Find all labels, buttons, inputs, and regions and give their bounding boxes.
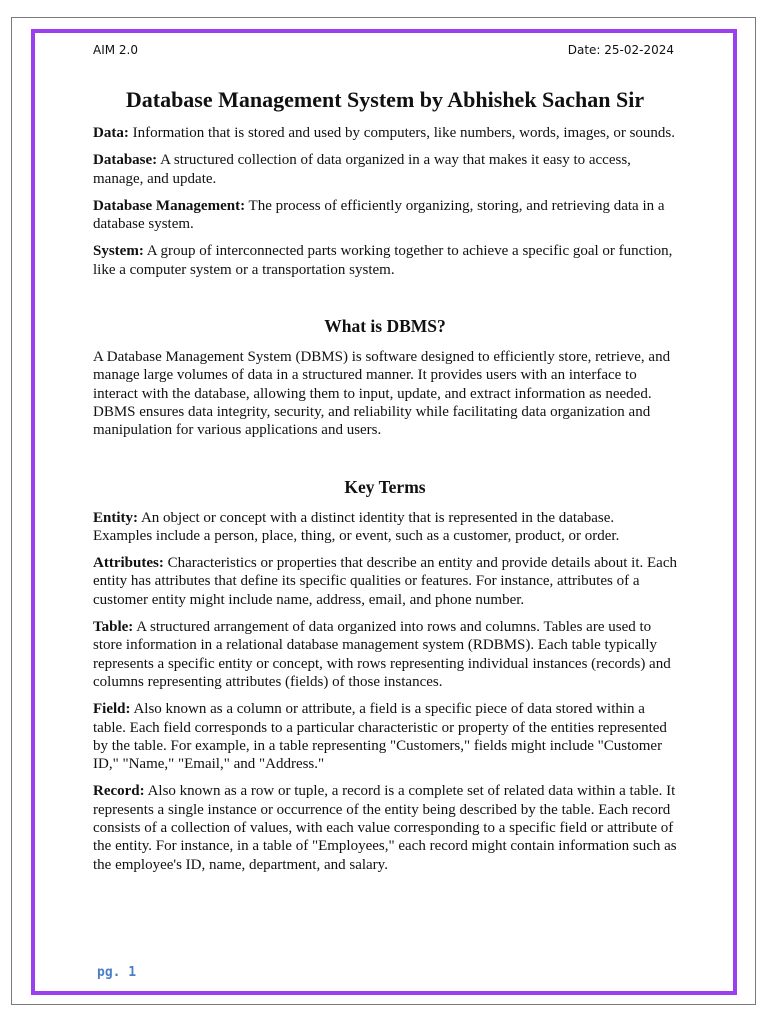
definition-term: Data: [93, 125, 129, 141]
section-heading-what-is-dbms: What is DBMS? [324, 316, 446, 337]
page-number: pg. 1 [97, 965, 137, 980]
key-term-text: Also known as a row or tuple, a record is a complete set of related data within a table. It represents a single instance or occurrence of the entity being described by the table. Each record consists of a collection of values, with each value corresponding to a specific field or attribute of the entity. For instance, in a table of "Employees," each record might contain information such as the employee's ID, name, department, and salary. [93, 783, 677, 873]
definition-text: Information that is stored and used by computers, like numbers, words, images, or sounds. [132, 125, 675, 141]
key-term-text: Characteristics or properties that describe an entity and provide details about it. Each entity has attributes that define its specific qualities or features. For instance, attributes of a customer entity might include name, address, email, and phone number. [93, 555, 677, 608]
document-title: Database Management System by Abhishek Sachan Sir [125, 87, 645, 112]
key-term-table [93, 618, 677, 691]
header-date: Date: 25-02-2024 [567, 43, 674, 57]
section-heading-key-terms: Key Terms [344, 476, 426, 497]
key-term-attributes [93, 554, 677, 609]
key-term-field [93, 700, 677, 773]
key-term-record [93, 782, 677, 873]
document-body [93, 86, 677, 883]
key-term-text: Also known as a column or attribute, a field is a specific piece of data stored within a table. Each field corresponds to a particular characteristic or property of the entities represented by the table. For example, in a table representing "Customers," fields might include "Customer ID," "Name," "Email," and "Address." [93, 701, 667, 773]
definition-text: A structured collection of data organized in a way that makes it easy to access, manage, and update. [93, 152, 631, 187]
key-term-label: Table: [93, 619, 134, 636]
definition-term: Database: [93, 152, 158, 169]
definition-term: Database Management: [93, 197, 246, 214]
definition-text: The process of efficiently organizing, storing, and retrieving data in a database system. [93, 197, 665, 233]
key-term-label: Entity: [93, 509, 138, 526]
key-term-entity [93, 509, 677, 546]
what-is-dbms-paragraph: A Database Management System (DBMS) is software designed to efficiently store, retrieve, and manage large volumes of data in a structured manner. It provides users with an interface to interact with the database, allowing them to input, update, and extract information as needed. DBMS ensures data integrity, security, and reliability while facilitating data organization and manipulation for various applications and users. [93, 349, 671, 439]
definition-term: System: [93, 243, 144, 260]
definition-database [93, 151, 677, 188]
definition-data [93, 124, 677, 142]
definition-text: A group of interconnected parts working together to achieve a specific goal or function, like a computer system or a transportation system. [93, 243, 673, 278]
key-term-label: Record: [93, 783, 145, 800]
key-term-label: Attributes: [93, 555, 164, 572]
key-term-text: A structured arrangement of data organized into rows and columns. Tables are used to store information in a relational database management system (RDBMS). Each table typically represents a specific entity or concept, with rows representing individual instances (records) and columns representing attributes (fields) of those instances. [93, 619, 671, 690]
key-term-text: An object or concept with a distinct identity that is represented in the database. Examples include a person, place, thing, or event, such as a customer, product, or order. [93, 509, 620, 544]
header-left: AIM 2.0 [93, 43, 138, 57]
key-term-label: Field: [93, 701, 131, 718]
definition-system [93, 242, 677, 279]
definition-database-management [93, 197, 677, 234]
